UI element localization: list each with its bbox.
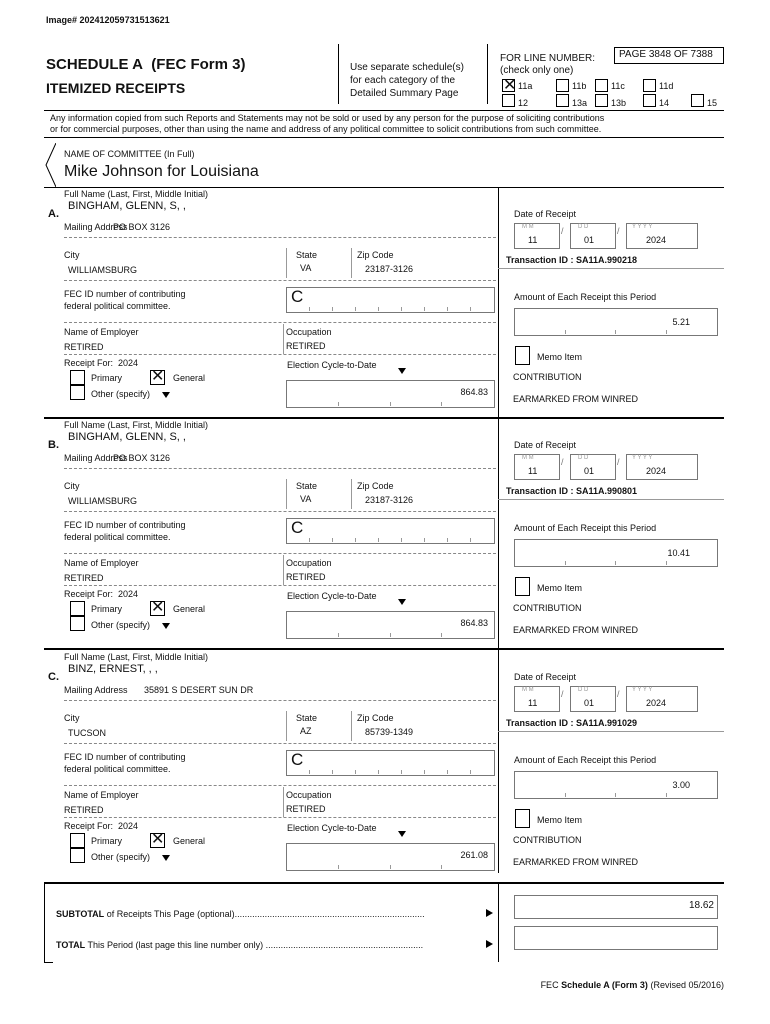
- box-tick-mark: [441, 633, 442, 637]
- zip-label: Zip Code: [357, 481, 394, 491]
- box-tick-mark: [470, 538, 471, 542]
- occupation-value: RETIRED: [286, 804, 326, 814]
- date-slash-1: /: [561, 226, 564, 236]
- instructions-line2: for each category of the: [350, 75, 456, 86]
- amount-label: Amount of Each Receipt this Period: [514, 523, 657, 533]
- line-12-label: 12: [518, 98, 529, 108]
- line-13b-label: 13b: [611, 98, 627, 108]
- month-value: 11: [528, 235, 538, 245]
- month-hint: M M: [522, 687, 534, 693]
- total-value-box[interactable]: [514, 926, 718, 950]
- mailing-address-value: PO BOX 3126: [113, 453, 171, 463]
- box-tick-mark: [565, 561, 566, 565]
- for-line-number-label: FOR LINE NUMBER:: [500, 53, 596, 64]
- full-name-label: Full Name (Last, First, Middle Initial): [64, 652, 209, 662]
- total-bold: TOTAL: [56, 940, 86, 950]
- year-hint: Y Y Y Y: [632, 224, 653, 230]
- receipt-for-label: [64, 358, 138, 368]
- committee-bracket: [44, 143, 56, 187]
- other-dropdown-icon[interactable]: [162, 855, 170, 861]
- month-hint: M M: [522, 224, 534, 230]
- line-11a-label: 11a: [518, 81, 533, 91]
- other-label: Other (specify): [91, 389, 151, 399]
- contributor-name: BINZ, ERNEST, , ,: [68, 663, 158, 675]
- box-tick-mark: [615, 561, 616, 565]
- other-checkbox[interactable]: [70, 848, 85, 863]
- state-label: State: [296, 481, 318, 491]
- earmark-note: EARMARKED FROM WINRED: [513, 857, 639, 867]
- page-of: OF: [673, 49, 688, 60]
- general-checkbox[interactable]: ✕: [151, 599, 165, 616]
- fec-id-label-2: federal political committee.: [64, 532, 171, 542]
- day-hint: D D: [578, 687, 589, 693]
- box-tick-mark: [666, 330, 667, 334]
- fec-id-value: C: [291, 518, 304, 537]
- box-tick-mark: [441, 865, 442, 869]
- city-label: City: [64, 481, 80, 491]
- general-checkbox[interactable]: ✕: [151, 368, 165, 385]
- mailing-address-label: Mailing Address: [64, 222, 128, 232]
- entry-vdivider: [498, 418, 499, 649]
- election-cycle-arrow-icon: [398, 599, 406, 605]
- election-cycle-label: Election Cycle-to-Date: [287, 823, 377, 833]
- box-tick-mark: [424, 538, 425, 542]
- line-13a-label: 13a: [572, 98, 588, 108]
- date-slash-2: /: [617, 457, 620, 467]
- box-tick-mark: [390, 865, 391, 869]
- header-divider: [44, 110, 724, 111]
- earmark-note: EARMARKED FROM WINRED: [513, 394, 639, 404]
- box-tick-mark: [401, 307, 402, 311]
- fec-line: [64, 553, 496, 554]
- footer-revised: (Revised 05/2016): [650, 980, 724, 990]
- general-checkbox[interactable]: ✕: [151, 831, 165, 848]
- city-line: [64, 511, 496, 512]
- form-footer: [541, 980, 724, 990]
- other-label: Other (specify): [91, 620, 151, 630]
- memo-checkbox[interactable]: [515, 577, 530, 596]
- address-line: [64, 237, 496, 238]
- transaction-divider: [498, 499, 724, 500]
- entry-vdivider: [498, 650, 499, 873]
- memo-label: Memo Item: [537, 583, 583, 593]
- election-cycle-label: Election Cycle-to-Date: [287, 360, 377, 370]
- occupation-value: RETIRED: [286, 341, 326, 351]
- box-tick-mark: [424, 770, 425, 774]
- occupation-label: Occupation: [286, 327, 332, 337]
- city-state-divider: [286, 711, 287, 741]
- receipt-for-label: [64, 821, 138, 831]
- box-tick-mark: [441, 402, 442, 406]
- line-13b-checkbox[interactable]: [595, 94, 608, 107]
- city-label: City: [64, 713, 80, 723]
- line-13a-checkbox[interactable]: [556, 94, 569, 107]
- box-tick-mark: [378, 770, 379, 774]
- box-tick-mark: [666, 561, 667, 565]
- line-11d-checkbox[interactable]: [643, 79, 656, 92]
- election-cycle-arrow-icon: [398, 831, 406, 837]
- page-num: 3848: [648, 49, 672, 60]
- fec-id-label-1: FEC ID number of contributing: [64, 289, 186, 299]
- other-label: Other (specify): [91, 852, 151, 862]
- box-tick-mark: [565, 793, 566, 797]
- city-line: [64, 280, 496, 281]
- date-of-receipt-label: Date of Receipt: [514, 209, 577, 219]
- general-label: General: [173, 836, 206, 846]
- amount-value: 10.41: [667, 548, 690, 558]
- schedule-title: [46, 56, 245, 73]
- occupation-line: [64, 354, 496, 355]
- schedule-form-text: (FEC Form 3): [151, 56, 246, 73]
- occupation-label: Occupation: [286, 558, 332, 568]
- totals-divider: [44, 882, 724, 884]
- day-hint: D D: [578, 455, 589, 461]
- totals-vdivider: [498, 882, 499, 962]
- box-tick-mark: [338, 402, 339, 406]
- image-id-label: Image# 202412059731513621: [46, 15, 170, 25]
- page-label: PAGE: [619, 49, 647, 60]
- check-only-one-label: (check only one): [500, 65, 574, 76]
- fec-id-field[interactable]: [286, 518, 495, 544]
- fec-line: [64, 785, 496, 786]
- receipt-type: CONTRIBUTION: [513, 372, 582, 382]
- day-hint: D D: [578, 224, 589, 230]
- total-rest: This Period (last page this line number only) ...............................................................: [87, 940, 424, 950]
- general-label: General: [173, 604, 206, 614]
- box-tick-mark: [447, 770, 448, 774]
- line-11c-label: 11c: [611, 81, 625, 91]
- subtotal-arrow-icon: [486, 909, 493, 917]
- box-tick-mark: [447, 307, 448, 311]
- year-hint: Y Y Y Y: [632, 455, 653, 461]
- line-11b-checkbox[interactable]: [556, 79, 569, 92]
- general-label: General: [173, 373, 206, 383]
- employer-value: RETIRED: [64, 573, 104, 583]
- footer-prefix: FEC: [540, 980, 559, 990]
- memo-checkbox[interactable]: [515, 809, 530, 828]
- fec-line: [64, 322, 496, 323]
- city-state-divider: [286, 479, 287, 509]
- full-name-label: Full Name (Last, First, Middle Initial): [64, 189, 209, 199]
- line-12-checkbox[interactable]: [502, 94, 515, 107]
- fec-id-label-1: FEC ID number of contributing: [64, 752, 186, 762]
- box-tick-mark: [447, 538, 448, 542]
- subtotal-rest: of Receipts This Page (optional)............................................................................: [106, 909, 425, 919]
- receipt-for-text: Receipt For:: [64, 589, 114, 599]
- line-11d-label: 11d: [659, 81, 674, 91]
- zip-label: Zip Code: [357, 250, 394, 260]
- date-slash-1: /: [561, 457, 564, 467]
- box-tick-mark: [401, 538, 402, 542]
- subtotal-value-box[interactable]: [514, 895, 718, 919]
- state-value: VA: [300, 263, 312, 273]
- address-line: [64, 700, 496, 701]
- year-value: 2024: [646, 235, 667, 245]
- month-value: 11: [528, 466, 538, 476]
- address-line: [64, 468, 496, 469]
- date-slash-1: /: [561, 689, 564, 699]
- occupation-value: RETIRED: [286, 572, 326, 582]
- box-tick-mark: [424, 307, 425, 311]
- box-tick-mark: [390, 402, 391, 406]
- line-11c-checkbox[interactable]: [595, 79, 608, 92]
- total-arrow-icon: [486, 940, 493, 948]
- primary-checkbox[interactable]: [70, 833, 85, 848]
- date-of-receipt-label: Date of Receipt: [514, 672, 577, 682]
- total-label: [56, 940, 423, 950]
- memo-checkbox[interactable]: [515, 346, 530, 365]
- election-cycle-value: 864.83: [460, 387, 488, 397]
- box-tick-mark: [378, 307, 379, 311]
- contributor-name: BINGHAM, GLENN, S, ,: [68, 431, 186, 443]
- box-tick-mark: [355, 538, 356, 542]
- year-value: 2024: [646, 466, 667, 476]
- election-cycle-label: Election Cycle-to-Date: [287, 591, 377, 601]
- mailing-address-label: Mailing Address: [64, 453, 128, 463]
- entry-vdivider: [498, 187, 499, 418]
- box-tick-mark: [355, 307, 356, 311]
- employer-label: Name of Employer: [64, 327, 139, 337]
- transaction-id: Transaction ID : SA11A.990218: [506, 255, 638, 265]
- city-value: WILLIAMSBURG: [68, 496, 138, 506]
- box-tick-mark: [666, 793, 667, 797]
- earmark-note: EARMARKED FROM WINRED: [513, 625, 639, 635]
- receipt-type: CONTRIBUTION: [513, 835, 582, 845]
- disclaimer-line2: or for commercial purposes, other than using the name and address of any political committee to solicit contributions from such committee.: [50, 124, 602, 134]
- totals-bracket: [44, 884, 53, 963]
- state-value: VA: [300, 494, 312, 504]
- box-tick-mark: [338, 633, 339, 637]
- employer-value: RETIRED: [64, 805, 104, 815]
- full-name-label: Full Name (Last, First, Middle Initial): [64, 420, 209, 430]
- box-tick-mark: [401, 770, 402, 774]
- instructions-line3: Detailed Summary Page: [350, 88, 459, 99]
- box-tick-mark: [470, 307, 471, 311]
- primary-checkbox[interactable]: [70, 601, 85, 616]
- schedule-title-text: SCHEDULE A: [46, 56, 143, 73]
- mailing-address-value: 35891 S DESERT SUN DR: [144, 685, 254, 695]
- other-checkbox[interactable]: [70, 616, 85, 631]
- year-value: 2024: [646, 698, 667, 708]
- box-tick-mark: [309, 307, 310, 311]
- day-value: 01: [584, 466, 595, 476]
- box-tick-mark: [309, 770, 310, 774]
- line-14-label: 14: [659, 98, 670, 108]
- zip-label: Zip Code: [357, 713, 394, 723]
- receipt-for-year: 2024: [118, 821, 139, 831]
- committee-divider: [44, 187, 724, 188]
- year-hint: Y Y Y Y: [632, 687, 653, 693]
- amount-value: 3.00: [672, 780, 690, 790]
- disclaimer-line1: Any information copied from such Reports and Statements may not be sold or used by any person for the purpose of soliciting contributions: [50, 113, 605, 123]
- entry-letter: B.: [48, 439, 59, 451]
- box-tick-mark: [355, 770, 356, 774]
- line-11a-checkbox[interactable]: ✕: [503, 77, 517, 94]
- employer-value: RETIRED: [64, 342, 104, 352]
- line-14-checkbox[interactable]: [643, 94, 656, 107]
- mailing-address-label: Mailing Address: [64, 685, 128, 695]
- city-value: WILLIAMSBURG: [68, 265, 138, 275]
- date-slash-2: /: [617, 226, 620, 236]
- city-label: City: [64, 250, 80, 260]
- transaction-id: Transaction ID : SA11A.991029: [506, 718, 638, 728]
- transaction-divider: [498, 731, 724, 732]
- fec-id-field[interactable]: [286, 287, 495, 313]
- receipt-for-text: Receipt For:: [64, 821, 114, 831]
- subtotal-value: 18.62: [688, 900, 714, 911]
- receipt-type: CONTRIBUTION: [513, 603, 582, 613]
- box-tick-mark: [390, 633, 391, 637]
- employer-label: Name of Employer: [64, 558, 139, 568]
- line-15-label: 15: [707, 98, 718, 108]
- employer-occupation-divider: [283, 787, 284, 817]
- itemized-title: ITEMIZED RECEIPTS: [46, 80, 186, 96]
- zip-value: 23187-3126: [365, 495, 414, 505]
- box-tick-mark: [332, 770, 333, 774]
- zip-value: 23187-3126: [365, 264, 414, 274]
- fec-id-label-2: federal political committee.: [64, 301, 171, 311]
- primary-label: Primary: [91, 836, 122, 846]
- other-dropdown-icon[interactable]: [162, 623, 170, 629]
- fec-id-label-1: FEC ID number of contributing: [64, 520, 186, 530]
- city-state-divider: [286, 248, 287, 278]
- amount-value: 5.21: [672, 317, 690, 327]
- entry-divider: [44, 417, 724, 419]
- line-11b-label: 11b: [572, 81, 587, 91]
- page-number: [619, 49, 713, 60]
- employer-label: Name of Employer: [64, 790, 139, 800]
- election-cycle-value: 261.08: [460, 850, 488, 860]
- other-dropdown-icon[interactable]: [162, 392, 170, 398]
- month-hint: M M: [522, 455, 534, 461]
- subtotal-bold: SUBTOTAL: [56, 909, 105, 919]
- employer-occupation-divider: [283, 555, 284, 585]
- line-15-checkbox[interactable]: [691, 94, 704, 107]
- state-zip-divider: [351, 479, 352, 509]
- entry-letter: A.: [48, 208, 59, 220]
- memo-label: Memo Item: [537, 815, 583, 825]
- occupation-label: Occupation: [286, 790, 332, 800]
- primary-label: Primary: [91, 373, 122, 383]
- date-of-receipt-label: Date of Receipt: [514, 440, 577, 450]
- other-checkbox[interactable]: [70, 385, 85, 400]
- city-line: [64, 743, 496, 744]
- receipt-for-year: 2024: [118, 589, 139, 599]
- box-tick-mark: [309, 538, 310, 542]
- primary-label: Primary: [91, 604, 122, 614]
- fec-id-value: C: [291, 750, 304, 769]
- state-value: AZ: [300, 726, 312, 736]
- committee-label: NAME OF COMMITTEE (In Full): [64, 149, 195, 159]
- box-tick-mark: [378, 538, 379, 542]
- receipt-for-label: [64, 589, 138, 599]
- zip-value: 85739-1349: [365, 727, 414, 737]
- amount-label: Amount of Each Receipt this Period: [514, 292, 657, 302]
- subtotal-label: [56, 909, 425, 919]
- memo-label: Memo Item: [537, 352, 583, 362]
- box-tick-mark: [332, 307, 333, 311]
- footer-form-name: Schedule A (Form 3): [561, 980, 648, 990]
- occupation-line: [64, 585, 496, 586]
- transaction-divider: [498, 268, 724, 269]
- disclaimer-divider: [44, 137, 724, 138]
- entry-letter: C.: [48, 671, 59, 683]
- state-zip-divider: [351, 711, 352, 741]
- state-zip-divider: [351, 248, 352, 278]
- city-value: TUCSON: [68, 728, 106, 738]
- box-tick-mark: [332, 538, 333, 542]
- mailing-address-value: PO BOX 3126: [113, 222, 171, 232]
- instructions-line1: Use separate schedule(s): [350, 62, 464, 73]
- transaction-id: Transaction ID : SA11A.990801: [506, 486, 638, 496]
- box-tick-mark: [565, 330, 566, 334]
- entry-divider: [44, 648, 724, 650]
- state-label: State: [296, 713, 318, 723]
- fec-id-field[interactable]: [286, 750, 495, 776]
- primary-checkbox[interactable]: [70, 370, 85, 385]
- contributor-name: BINGHAM, GLENN, S, ,: [68, 200, 186, 212]
- election-cycle-value: 864.83: [460, 618, 488, 628]
- fec-id-value: C: [291, 287, 304, 306]
- day-value: 01: [584, 698, 595, 708]
- box-tick-mark: [615, 793, 616, 797]
- fec-id-label-2: federal political committee.: [64, 764, 171, 774]
- receipt-for-year: 2024: [118, 358, 139, 368]
- box-tick-mark: [338, 865, 339, 869]
- state-label: State: [296, 250, 318, 260]
- box-tick-mark: [470, 770, 471, 774]
- occupation-line: [64, 817, 496, 818]
- committee-name: Mike Johnson for Louisiana: [64, 163, 259, 180]
- election-cycle-arrow-icon: [398, 368, 406, 374]
- receipt-for-text: Receipt For:: [64, 358, 114, 368]
- employer-occupation-divider: [283, 324, 284, 354]
- box-tick-mark: [615, 330, 616, 334]
- page-total: 7388: [690, 49, 713, 60]
- amount-label: Amount of Each Receipt this Period: [514, 755, 657, 765]
- day-value: 01: [584, 235, 595, 245]
- month-value: 11: [528, 698, 538, 708]
- date-slash-2: /: [617, 689, 620, 699]
